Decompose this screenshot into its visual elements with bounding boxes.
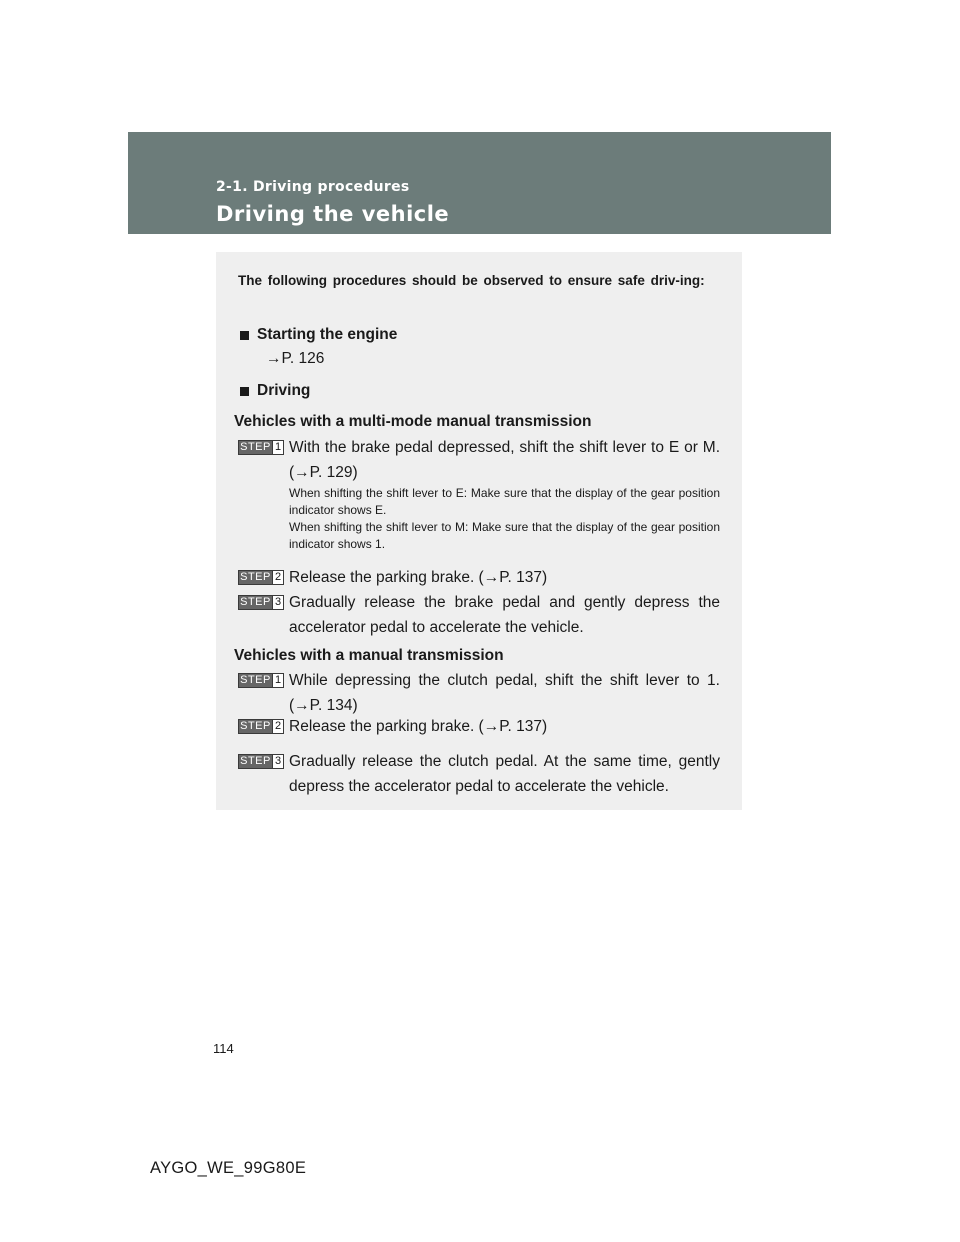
mmt-heading: Vehicles with a multi-mode manual transmission <box>234 413 592 430</box>
mmt-step-3-text: Gradually release the brake pedal and gently depress the accelerator pedal to accelerate the vehicle. <box>289 594 720 636</box>
header-banner <box>128 132 831 234</box>
step-badge: STEP 3 <box>238 595 284 610</box>
mmt-step-1-note-2: When shifting the shift lever to M: Make sure that the display of the gear position indicator shows 1. <box>289 520 720 551</box>
step-badge: STEP 3 <box>238 754 284 769</box>
footer-code: AYGO_WE_99G80E <box>150 1159 307 1177</box>
step-badge: STEP 2 <box>238 719 284 734</box>
square-bullet-icon <box>240 331 249 340</box>
manual-heading: Vehicles with a manual transmission <box>234 647 504 664</box>
step-badge: STEP 1 <box>238 673 284 688</box>
intro-text: The following procedures should be observed to ensure safe driv-ing: <box>238 273 705 288</box>
page-title: Driving the vehicle <box>216 202 450 226</box>
starting-ref: →P. 126 <box>266 350 325 367</box>
step-badge: STEP 1 <box>238 440 284 455</box>
manual-step-2-text: Release the parking brake. (→P. 137) <box>289 718 548 735</box>
driving-heading <box>238 380 310 402</box>
manual-step-1-text: While depressing the clutch pedal, shift the shift lever to 1. (→P. 134) <box>289 672 720 714</box>
step-badge: STEP 2 <box>238 570 284 585</box>
starting-heading-label: Starting the engine <box>257 326 398 343</box>
manual-step-3-text: Gradually release the clutch pedal. At the same time, gently depress the accelerator pedal to accelerate the vehicle. <box>289 753 720 795</box>
square-bullet-icon <box>240 387 249 396</box>
page-number: 114 <box>213 1041 234 1056</box>
section-label: 2-1. Driving procedures <box>216 179 410 195</box>
driving-heading-label: Driving <box>257 382 311 399</box>
mmt-step-1-note-1: When shifting the shift lever to E: Make sure that the display of the gear position indicator shows E. <box>289 486 720 517</box>
mmt-step-1-text: With the brake pedal depressed, shift the shift lever to E or M. (→P. 129) <box>289 439 720 481</box>
mmt-step-2-text: Release the parking brake. (→P. 137) <box>289 569 548 586</box>
starting-heading <box>238 324 397 346</box>
procedure-box <box>216 252 742 810</box>
